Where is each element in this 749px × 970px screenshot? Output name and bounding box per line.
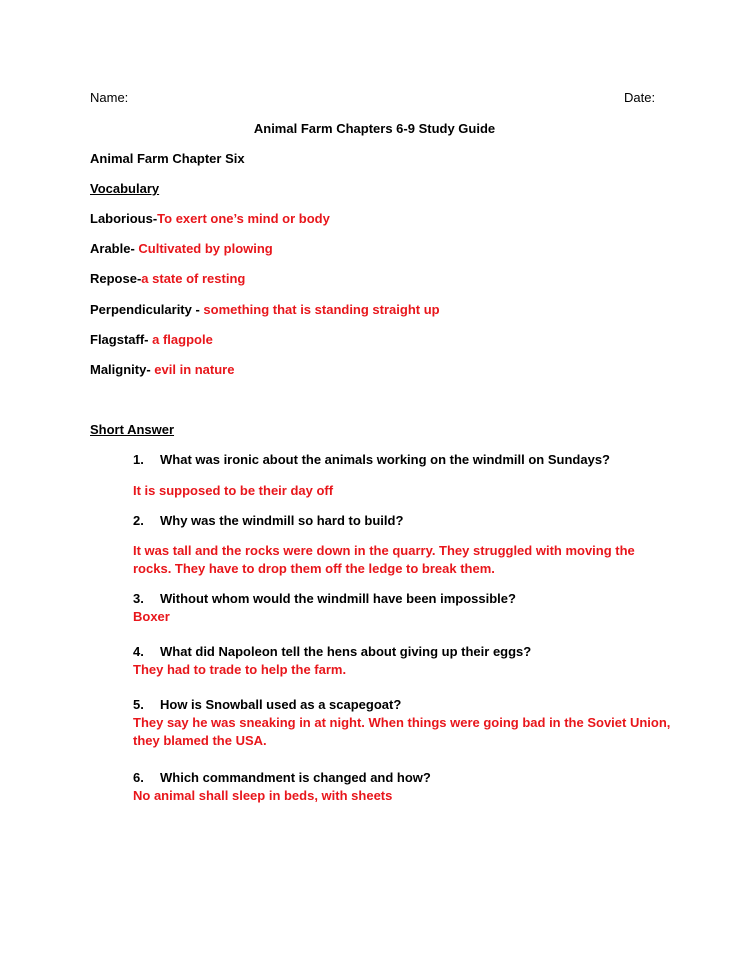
question-text: Which commandment is changed and how? (160, 770, 431, 785)
question-text: What was ironic about the animals working on the windmill on Sundays? (160, 452, 610, 467)
question-text: Without whom would the windmill have been impossible? (160, 591, 516, 606)
vocab-item (90, 332, 213, 347)
answer-text: It was tall and the rocks were down in the quarry. They struggled with moving the rocks. They have to drop them off the ledge to break them. (133, 543, 635, 576)
chapter-heading: Animal Farm Chapter Six (90, 151, 245, 166)
answer-text: They say he was sneaking in at night. When things were going bad in the Soviet Union, they blamed the USA. (133, 715, 671, 748)
vocab-item (90, 211, 330, 226)
vocab-term: Repose- (90, 271, 142, 286)
question-number: 6. (133, 770, 144, 785)
vocab-definition: something that is standing straight up (203, 302, 440, 317)
date-label: Date: (624, 90, 656, 105)
question-number: 2. (133, 513, 144, 528)
name-label: Name: (90, 90, 129, 105)
vocab-term: Laborious- (90, 211, 158, 226)
vocab-definition: evil in nature (154, 362, 235, 377)
question-text: Why was the windmill so hard to build? (160, 513, 404, 528)
question-number: 1. (133, 452, 144, 467)
vocab-definition: Cultivated by plowing (138, 241, 273, 256)
vocabulary-heading: Vocabulary (90, 181, 160, 196)
question-number: 5. (133, 697, 144, 712)
question-number: 3. (133, 591, 144, 606)
vocab-item (90, 271, 245, 286)
vocab-term: Arable- (90, 241, 139, 256)
vocab-item (90, 241, 273, 256)
vocab-item (90, 302, 440, 317)
question-text: What did Napoleon tell the hens about giving up their eggs? (160, 644, 532, 659)
answer-text: Boxer (133, 609, 170, 624)
vocab-term: Flagstaff- (90, 332, 153, 347)
document-title: Animal Farm Chapters 6-9 Study Guide (253, 121, 496, 136)
question-text: How is Snowball used as a scapegoat? (160, 697, 402, 712)
answer-text: It is supposed to be their day off (133, 483, 334, 498)
vocab-term: Perpendicularity - (90, 302, 204, 317)
vocab-item (90, 362, 234, 377)
answer-text: They had to trade to help the farm. (133, 662, 347, 677)
answer-text: No animal shall sleep in beds, with sheets (133, 788, 393, 803)
question-number: 4. (133, 644, 144, 659)
vocab-definition: a flagpole (152, 332, 213, 347)
short-answer-heading: Short Answer (90, 422, 175, 437)
vocab-definition: a state of resting (141, 271, 246, 286)
vocab-term: Malignity- (90, 362, 155, 377)
vocab-definition: To exert one’s mind or body (157, 211, 330, 226)
